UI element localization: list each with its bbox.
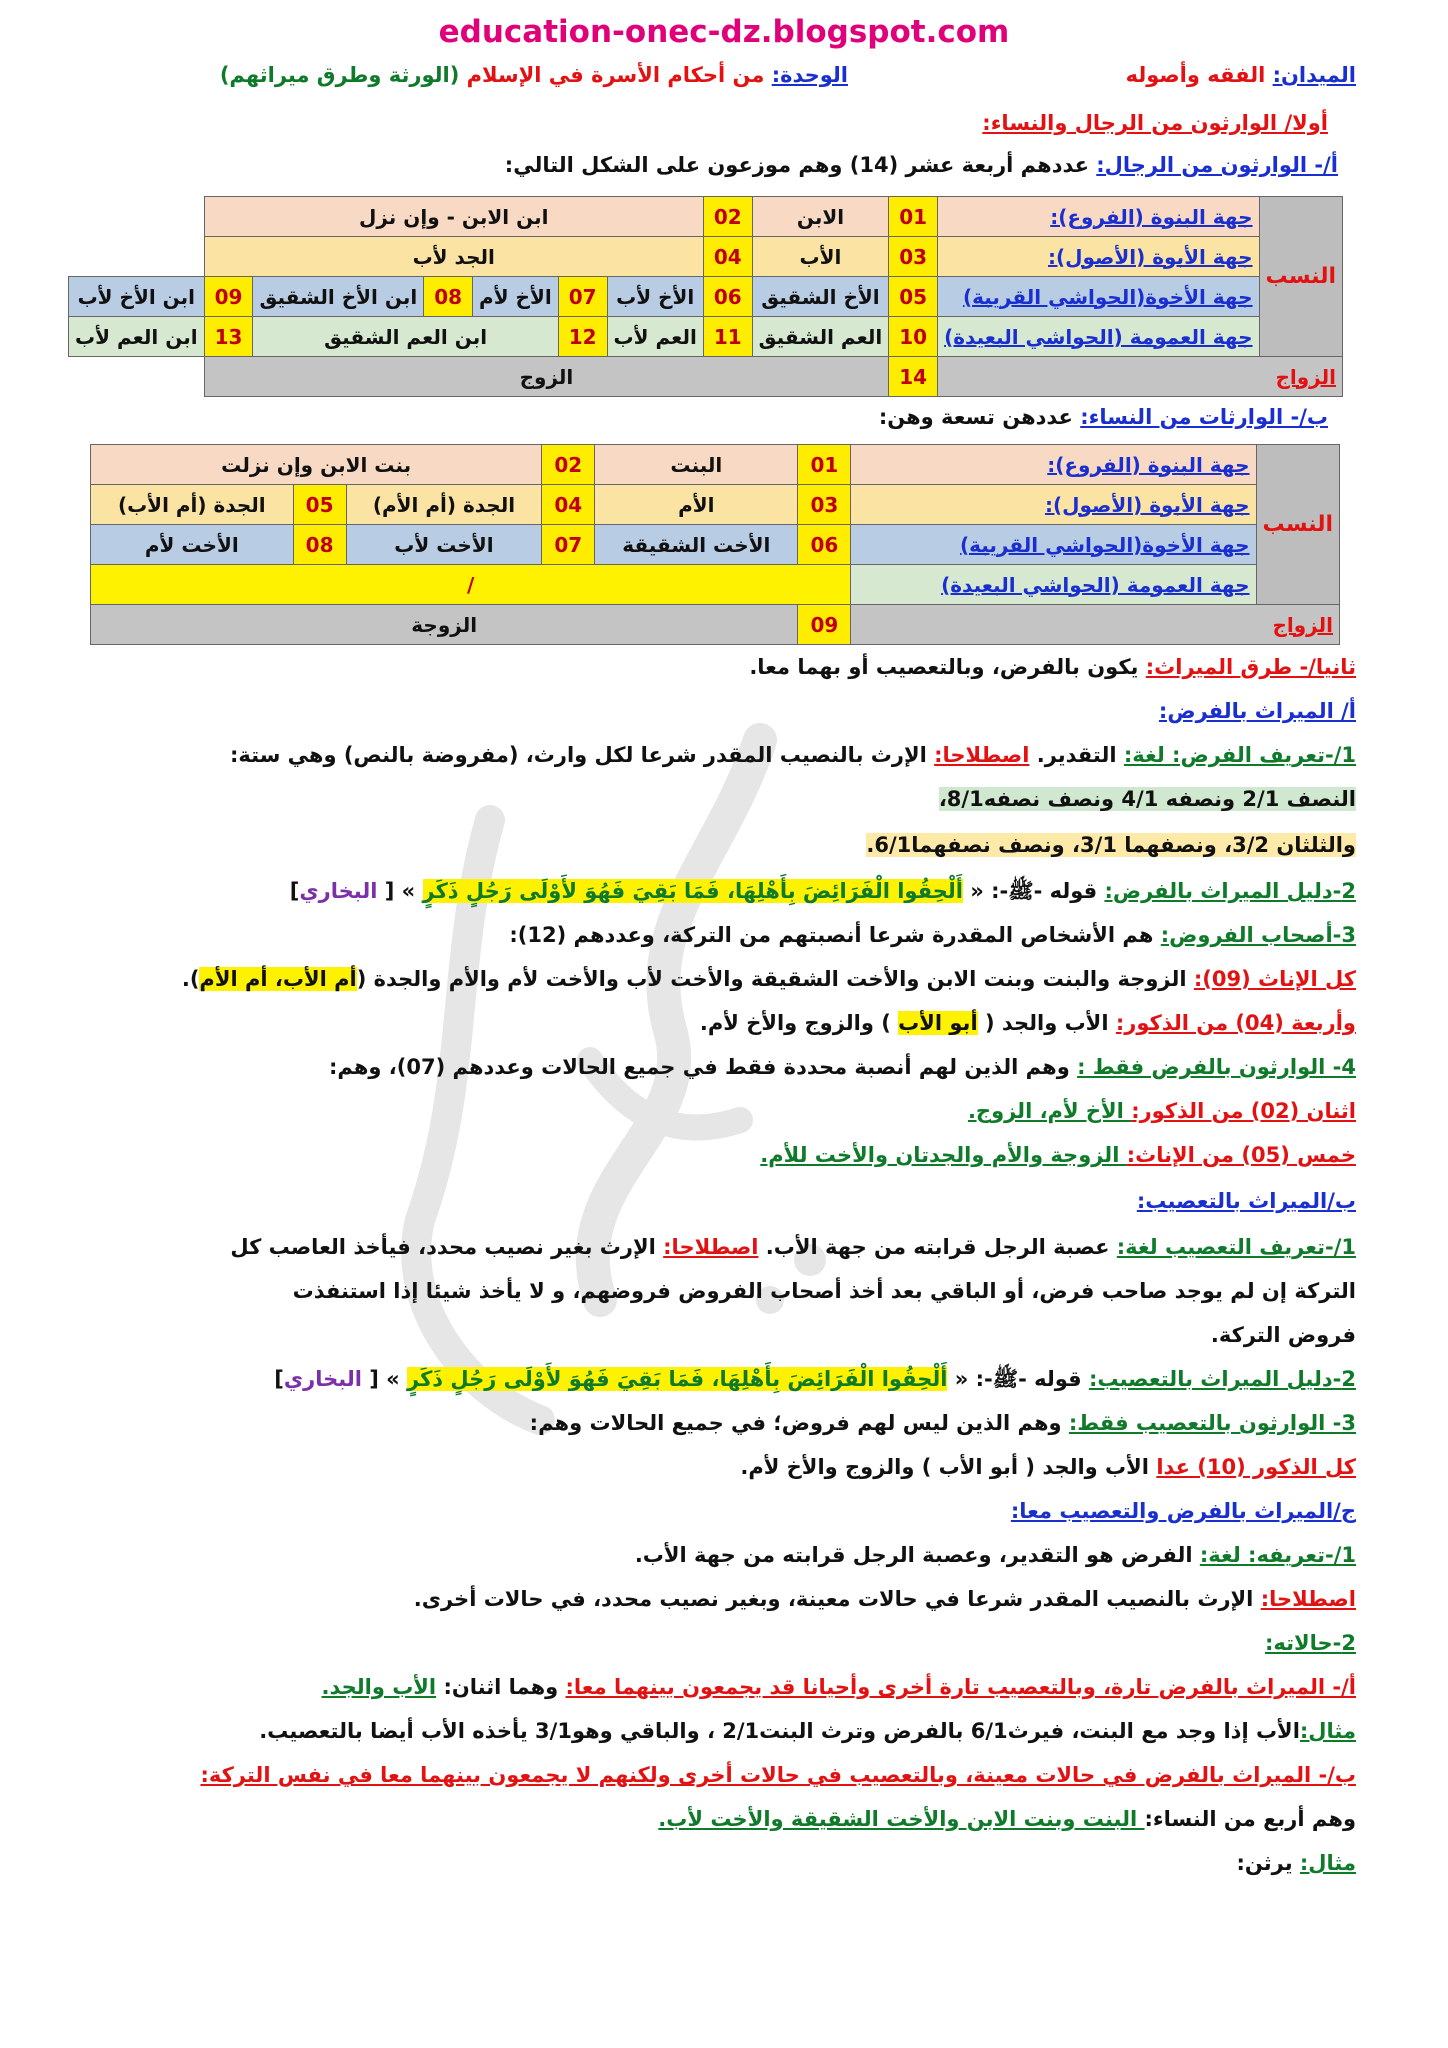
line <box>92 740 1356 770</box>
unit-value: من أحكام الأسرة في الإسلام <box>466 63 765 87</box>
text-span: وهما اثنان: <box>436 1675 566 1699</box>
text-span: اثنان (02) من الذكور: <box>1131 1099 1356 1123</box>
women-row-label: جهة الأبوة (الأصول): <box>851 485 1256 525</box>
line <box>92 1540 1356 1570</box>
women-intro-text: عددهن تسعة وهن: <box>878 405 1073 429</box>
text-span: النصف 2/1 ونصفه 4/1 ونصف نصفه8/1، <box>938 787 1356 811</box>
line <box>92 1804 1356 1834</box>
men-cell: الابن <box>752 197 889 237</box>
text-span: كل الذكور (10) عدا <box>1156 1455 1356 1479</box>
line <box>92 1408 1356 1438</box>
text-span: 2-دليل الميراث بالتعصيب: <box>1088 1367 1356 1391</box>
text-span: البنت وبنت الابن والأخت الشقيقة والأخت لأب. <box>658 1807 1145 1831</box>
line: التركة إن لم يوجد صاحب فرض، أو الباقي بعد أخذ أصحاب الفروض فروضهم، و لا يأخذ شيئا إذا استنفذت <box>292 1279 1356 1303</box>
men-num: 08 <box>424 277 473 317</box>
text-span: أبو الأب <box>898 1011 978 1035</box>
line: أ/ الميراث بالفرض: <box>1158 699 1356 723</box>
text-span: » [ <box>361 1367 408 1391</box>
text-span: والثلثان 3/2، ونصفهما 3/1، ونصف نصفهما6/1. <box>866 833 1356 857</box>
line <box>92 1672 1356 1702</box>
line <box>92 652 1356 682</box>
women-num: 08 <box>293 525 346 565</box>
line <box>92 1452 1356 1482</box>
line <box>92 1232 1356 1262</box>
women-num: 03 <box>798 485 851 525</box>
women-num: 07 <box>542 525 595 565</box>
women-num: 01 <box>798 445 851 485</box>
men-cell: الجد لأب <box>204 237 703 277</box>
text-span: الإرث بغير نصيب محدد، فيأخذ العاصب كل <box>230 1235 664 1259</box>
men-row-label: الزواج <box>938 357 1343 397</box>
text-span: 1/-تعريف التعصيب لغة: <box>1116 1235 1356 1259</box>
men-num: 04 <box>703 237 752 277</box>
text-span: الأب والجد ( أبو الأب ) والزوج والأخ لأم. <box>740 1455 1157 1479</box>
text-span: أ/- الميراث بالفرض تارة، وبالتعصيب تارة أخرى وأحيانا قد يجمعون بينهما معا: <box>565 1675 1356 1699</box>
line <box>92 1364 1356 1394</box>
men-cell: ابن الأخ الشقيق <box>253 277 424 317</box>
section-1-title: أولا/ الوارثون من الرجال والنساء: <box>982 111 1328 135</box>
men-cell: الأخ لأب <box>607 277 703 317</box>
line: ب/- الميراث بالفرض في حالات معينة، وبالتعصيب في حالات أخرى ولكنهم لا يجمعون بينهما معا في نفس التركة: <box>200 1763 1356 1787</box>
men-num: 01 <box>889 197 938 237</box>
text-span: كل الإناث (09): <box>1193 967 1356 991</box>
line: 2-حالاته: <box>1264 1631 1356 1655</box>
text-span: يرثن: <box>1236 1851 1300 1875</box>
line <box>92 1848 1356 1878</box>
women-cell: / <box>91 565 851 605</box>
unit-sub: (الورثة وطرق ميراثهم) <box>219 63 460 87</box>
text-span: الأب والجد. <box>321 1675 437 1699</box>
men-cell: ابن الأخ لأب <box>69 277 205 317</box>
women-cell: الجدة (أم الأب) <box>91 485 294 525</box>
women-row-label: جهة العمومة (الحواشي البعيدة) <box>851 565 1256 605</box>
line <box>92 1096 1356 1126</box>
text-span: أَلْحِقُوا الْفَرَائِضَ بِأَهْلِهَا، فَمَا بَقِيَ فَهُوَ لأَوْلَى رَجُلٍ ذَكَرٍ <box>422 879 963 903</box>
text-span: الأخ لأم، الزوج. <box>967 1099 1132 1123</box>
men-intro-label: أ/- الوارثون من الرجال: <box>1096 153 1338 177</box>
text-span: ). <box>181 967 200 991</box>
men-cell: الأخ الشقيق <box>752 277 889 317</box>
women-cell: الأم <box>595 485 798 525</box>
text-span: عصبة الرجل قرابته من جهة الأب. <box>758 1235 1117 1259</box>
women-row-label: جهة الأخوة(الحواشي القريبة) <box>851 525 1256 565</box>
text-span: اصطلاحا: <box>1260 1587 1356 1611</box>
line <box>92 1052 1356 1082</box>
text-span: 3- الوارثون بالتعصيب فقط: <box>1068 1411 1356 1435</box>
men-cell: الأب <box>752 237 889 277</box>
men-num: 02 <box>703 197 752 237</box>
text-span: اصطلاحا: <box>663 1235 759 1259</box>
men-heirs-table <box>68 196 1343 397</box>
men-cell: ابن الابن - وإن نزل <box>204 197 703 237</box>
line <box>92 920 1356 950</box>
text-span: الفرض هو التقدير، وعصبة الرجل قرابته من جهة الأب. <box>634 1543 1200 1567</box>
text-span: ] <box>289 879 300 903</box>
text-span: الأب والجد ( <box>977 1011 1116 1035</box>
line <box>92 1008 1356 1038</box>
text-span: وهم أربع من النساء: <box>1144 1807 1356 1831</box>
men-cell: ابن العم لأب <box>69 317 205 357</box>
men-num: 10 <box>889 317 938 357</box>
text-span: الأب إذا وجد مع البنت، فيرث6/1 بالفرض وترث البنت2/1 ، والباقي وهو3/1 يأخذه الأب أيضا بالتعصيب. <box>259 1719 1300 1743</box>
men-num: 06 <box>703 277 752 317</box>
line <box>92 964 1356 994</box>
text-span: الزوجة والأم والجدتان والأخت للأم. <box>760 1143 1127 1167</box>
line <box>92 1584 1356 1614</box>
men-num: 05 <box>889 277 938 317</box>
line <box>92 1140 1356 1170</box>
women-cell: بنت الابن وإن نزلت <box>91 445 542 485</box>
text-span: التقدير. <box>1029 743 1124 767</box>
header-unit <box>30 60 848 90</box>
men-num: 14 <box>889 357 938 397</box>
text-span: 1/-تعريفه: لغة: <box>1199 1543 1356 1567</box>
line: فروض التركة. <box>1210 1323 1356 1347</box>
women-row-label: جهة البنوة (الفروع): <box>851 445 1256 485</box>
text-span: الإرث بالنصيب المقدر شرعا لكل وارث، (مفروضة بالنص) وهي ستة: <box>229 743 935 767</box>
unit-label: الوحدة: <box>771 63 848 87</box>
text-span: 1/-تعريف الفرض: لغة: <box>1123 743 1356 767</box>
line: ب/الميراث بالتعصيب: <box>1136 1189 1356 1213</box>
text-span: البخاري <box>299 879 378 903</box>
women-cell: الزوجة <box>91 605 798 645</box>
text-span: ] <box>274 1367 284 1391</box>
men-intro-text: عددهم أربعة عشر (14) وهم موزعون على الشكل التالي: <box>504 153 1089 177</box>
line <box>92 876 1356 906</box>
text-span: ثانيا/- طرق الميراث: <box>1145 655 1356 679</box>
text-span: يكون بالفرض، وبالتعصيب أو بهما معا. <box>749 655 1146 679</box>
men-cell: الزوج <box>204 357 889 397</box>
men-num: 07 <box>558 277 607 317</box>
text-span: البخاري <box>283 1367 362 1391</box>
women-heirs-table <box>90 444 1340 645</box>
men-side-label: النسب <box>1259 197 1342 357</box>
text-span: » [ <box>377 879 423 903</box>
line: ج/الميراث بالفرض والتعصيب معا: <box>1010 1499 1356 1523</box>
women-num: 04 <box>542 485 595 525</box>
men-num: 12 <box>558 317 607 357</box>
text-span: 3-أصحاب الفروض: <box>1160 923 1356 947</box>
women-intro <box>92 402 1328 432</box>
text-span: 4- الوارثون بالفرض فقط : <box>1077 1055 1356 1079</box>
women-cell: الأخت لأم <box>91 525 294 565</box>
line <box>92 830 1356 860</box>
women-intro-label: ب/- الوارثات من النساء: <box>1080 405 1328 429</box>
site-url[interactable]: education-onec-dz.blogspot.com <box>438 14 1010 50</box>
men-num: 03 <box>889 237 938 277</box>
men-row-label: جهة الأخوة(الحواشي القريبة) <box>938 277 1259 317</box>
women-num: 05 <box>293 485 346 525</box>
women-cell: الأخت الشقيقة <box>595 525 798 565</box>
text-span: مثال: <box>1299 1719 1356 1743</box>
text-span: 2-دليل الميراث بالفرض: <box>1104 879 1356 903</box>
field-value: الفقه وأصوله <box>1125 63 1266 87</box>
text-span: اصطلاحا: <box>934 743 1030 767</box>
line <box>92 1716 1356 1746</box>
men-cell: الأخ لأم <box>473 277 559 317</box>
women-num: 02 <box>542 445 595 485</box>
men-row-label: جهة البنوة (الفروع): <box>938 197 1259 237</box>
men-num: 09 <box>204 277 253 317</box>
text-span: وهم الذين لهم أنصبة محددة فقط في جميع الحالات وعددهم (07)، وهم: <box>328 1055 1078 1079</box>
text-span: وأربعة (04) من الذكور: <box>1115 1011 1356 1035</box>
men-cell: العم الشقيق <box>752 317 889 357</box>
text-span: خمس (05) من الإناث: <box>1126 1143 1356 1167</box>
women-num: 09 <box>798 605 851 645</box>
men-num: 13 <box>204 317 253 357</box>
text-span: ) والزوج والأخ لأم. <box>699 1011 899 1035</box>
women-cell: الجدة (أم الأم) <box>346 485 542 525</box>
men-cell: ابن العم الشقيق <box>253 317 558 357</box>
text-span: مثال: <box>1299 1851 1356 1875</box>
men-row-label: جهة الأبوة (الأصول): <box>938 237 1259 277</box>
text-span: هم الأشخاص المقدرة شرعا أنصبتهم من التركة، وعددهم (12): <box>509 923 1161 947</box>
text-span: قوله -ﷺ-: « <box>947 1367 1089 1391</box>
text-span: الزوجة والبنت وبنت الابن والأخت الشقيقة والأخت لأب والأخت لأم والأم والجدة ( <box>356 967 1194 991</box>
women-cell: الأخت لأب <box>346 525 542 565</box>
text-span: الإرث بالنصيب المقدر شرعا في حالات معينة، وبغير نصيب محدد، في حالات أخرى. <box>413 1587 1261 1611</box>
men-num: 11 <box>703 317 752 357</box>
women-num: 06 <box>798 525 851 565</box>
text-span: أم الأب، أم الأم <box>199 967 357 991</box>
men-cell: العم لأب <box>607 317 703 357</box>
women-row-label: الزواج <box>851 605 1340 645</box>
text-span: وهم الذين ليس لهم فروض؛ في جميع الحالات وهم: <box>529 1411 1069 1435</box>
text-span: أَلْحِقُوا الْفَرَائِضَ بِأَهْلِهَا، فَمَا بَقِيَ فَهُوَ لأَوْلَى رَجُلٍ ذَكَرٍ <box>407 1367 948 1391</box>
text-span: قوله -ﷺ-: « <box>962 879 1105 903</box>
women-cell: البنت <box>595 445 798 485</box>
field-label: الميدان: <box>1272 63 1356 87</box>
men-intro <box>92 150 1338 180</box>
men-row-label: جهة العمومة (الحواشي البعيدة) <box>938 317 1259 357</box>
women-side-label: النسب <box>1256 445 1339 605</box>
line <box>92 784 1356 814</box>
